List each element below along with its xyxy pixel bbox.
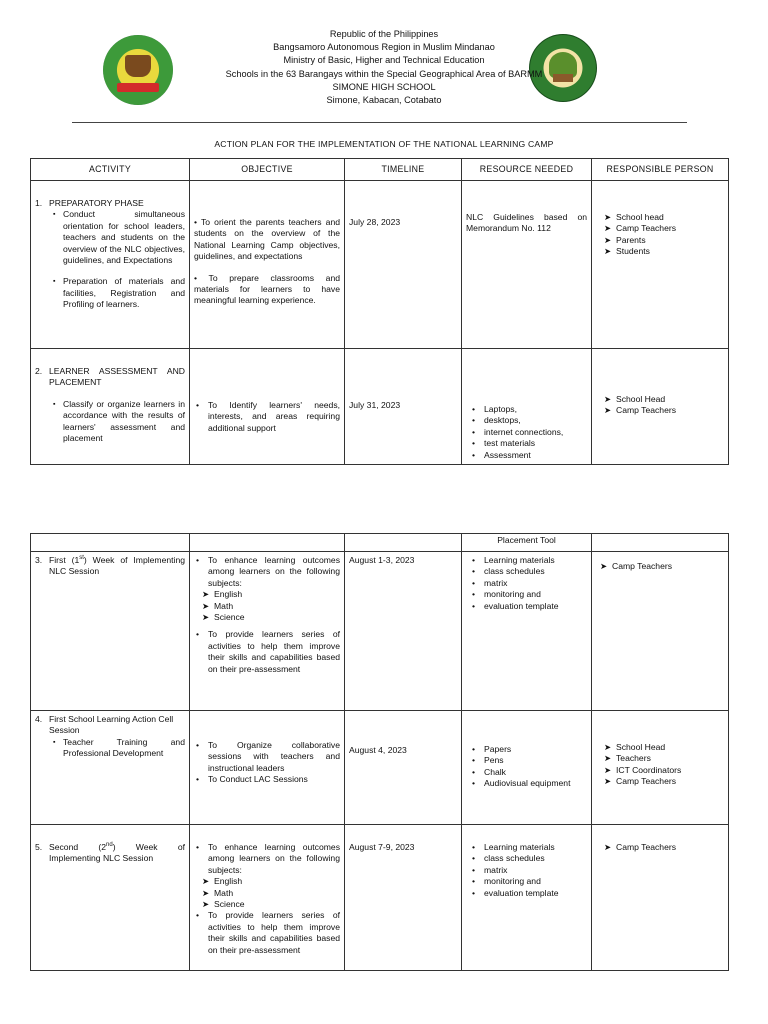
list-item: • To Organize collaborative sessions with teachers and instructional leaders (196, 740, 340, 773)
list-item: • Assessment (472, 449, 531, 460)
responsible-cell (592, 552, 729, 711)
activity-cell: 2. LEARNER ASSESSMENT AND PLACEMENT ▪ Classify or organize learners in accordance with the results of learners' assessment and placement (31, 349, 190, 465)
list-item: • To Conduct LAC Sessions (196, 774, 308, 785)
objective-text: • To prepare classrooms and materials for learners to have meaningful learning experience. (194, 272, 341, 306)
arrow-bullet-icon: ➤ (604, 742, 612, 752)
bullet-icon: • (472, 755, 476, 766)
square-bullet-icon: ▪ (53, 400, 56, 408)
list-item: • class schedules (472, 566, 545, 577)
list-item: ▪ Classify or organize learners in accordance with the results of learners' assessment and placement (53, 398, 185, 444)
column-header-responsible: RESPONSIBLE PERSON (592, 159, 729, 181)
objective-cell (190, 349, 345, 465)
row-number: 1. (35, 198, 43, 208)
table-row (31, 534, 729, 552)
arrow-bullet-icon: ➤ (202, 887, 210, 898)
list-item: • To Identify learners' needs, interests, and areas requiring additional support (196, 400, 340, 433)
bullet-icon: • (472, 426, 476, 437)
arrow-bullet-icon: ➤ (202, 899, 210, 910)
action-plan-table-continued (30, 533, 729, 971)
list-item: • evaluation template (472, 600, 559, 611)
bullet-icon: • (472, 449, 476, 460)
bullet-icon: • (472, 589, 476, 600)
resource-cell: Placement Tool (462, 534, 592, 552)
bullet-icon: • (196, 910, 200, 921)
list-item: ➤ Science (202, 899, 245, 910)
bullet-icon: • (196, 842, 200, 852)
timeline-cell: August 1-3, 2023 (345, 552, 462, 711)
list-item: ▪ Conduct simultaneous orientation for school leaders, teachers and students on the overview of the NLC objectives, guidelines, and Expectations (53, 209, 185, 266)
list-item: ➤ Teachers (604, 753, 651, 764)
resource-cell (462, 825, 592, 971)
bullet-icon: • (472, 577, 476, 588)
activity-cell: 5. Second (2nd) Week of Implementing NLC Session (31, 825, 190, 971)
bullet-icon: • (472, 415, 476, 426)
header-line: Simone, Kabacan, Cotabato (326, 95, 442, 106)
arrow-bullet-icon: ➤ (202, 600, 210, 611)
header-divider (72, 122, 687, 123)
square-bullet-icon: ▪ (53, 738, 56, 746)
objective-cell (190, 825, 345, 971)
arrow-bullet-icon: ➤ (604, 234, 612, 245)
activity-heading: First School Learning Action Cell Session (49, 714, 174, 736)
resource-cell (462, 552, 592, 711)
responsible-cell (592, 181, 729, 349)
list-item: • Pens (472, 755, 504, 766)
list-item: ➤ School Head (604, 742, 666, 752)
list-item: ➤ Parents (604, 234, 646, 245)
bullet-icon: • (196, 400, 200, 410)
list-item: • Audiovisual equipment (472, 778, 571, 789)
arrow-bullet-icon: ➤ (604, 405, 612, 416)
objective-text: • To orient the parents teachers and students on the overview of the National Learning Camp objectives, guidelines, and expectations (194, 217, 341, 262)
bullet-icon: • (472, 766, 476, 777)
list-item: • Papers (472, 744, 512, 754)
list-item: ➤ School Head (604, 394, 666, 404)
bullet-icon: • (472, 555, 476, 565)
list-item: • evaluation template (472, 887, 559, 898)
bullet-icon: • (472, 887, 476, 898)
bullet-icon: • (194, 272, 198, 283)
list-item: • desktops, (472, 415, 521, 426)
objective-cell (190, 711, 345, 825)
activity-heading: LEARNER ASSESSMENT AND PLACEMENT (49, 366, 185, 388)
list-item: • test materials (472, 438, 536, 449)
bullet-icon: • (472, 744, 476, 754)
list-item: ➤ ICT Coordinators (604, 764, 682, 775)
bullet-icon: • (472, 566, 476, 577)
table-row (31, 711, 729, 825)
bullet-icon: • (196, 555, 200, 565)
activity-cell: 4. First School Learning Action Cell Session ▪ Teacher Training and Professional Development (31, 711, 190, 825)
list-item: ➤ Camp Teachers (604, 842, 677, 852)
arrow-bullet-icon: ➤ (604, 776, 612, 787)
document-title: ACTION PLAN FOR THE IMPLEMENTATION OF THE NATIONAL LEARNING CAMP (214, 139, 554, 149)
arrow-bullet-icon: ➤ (604, 246, 612, 257)
bullet-icon: • (472, 404, 476, 414)
timeline-cell: July 31, 2023 (345, 349, 462, 465)
arrow-bullet-icon: ➤ (202, 589, 210, 600)
resource-cell (462, 711, 592, 825)
list-item: ➤ English (202, 876, 243, 887)
list-item: ➤ Math (202, 600, 234, 611)
activity-heading: Second (2nd) Week of Implementing NLC Session (49, 842, 185, 864)
list-item: ➤ Math (202, 887, 234, 898)
arrow-bullet-icon: ➤ (604, 212, 612, 222)
list-item: ▪ Teacher Training and Professional Development (53, 736, 185, 759)
responsible-cell (592, 349, 729, 465)
list-item: ➤ English (202, 589, 243, 600)
bullet-icon: • (472, 778, 476, 789)
bullet-icon: • (196, 740, 200, 750)
bullet-icon: • (472, 438, 476, 449)
header-line: Ministry of Basic, Higher and Technical Education (283, 55, 485, 66)
bullet-icon: • (196, 629, 200, 640)
arrow-bullet-icon: ➤ (202, 612, 210, 623)
header-line: Bangsamoro Autonomous Region in Muslim Mindanao (273, 42, 495, 53)
list-item: • Learning materials (472, 555, 555, 565)
activity-heading: First (1st) Week of Implementing NLC Session (49, 555, 185, 577)
table-row (31, 181, 729, 349)
column-header-resource: RESOURCE NEEDED (462, 159, 592, 181)
list-item: ▪ Preparation of materials and facilities, Registration and Profiling of learners. (53, 276, 185, 310)
timeline-cell: July 28, 2023 (345, 181, 462, 349)
list-item: • internet connections, (472, 426, 564, 437)
bullet-icon: • (472, 876, 476, 887)
action-plan-table (30, 158, 729, 465)
arrow-bullet-icon: ➤ (604, 394, 612, 404)
table-row (31, 825, 729, 971)
resource-cell (462, 349, 592, 465)
list-item: • To enhance learning outcomes among learners on the following subjects: (196, 555, 340, 588)
letterhead (0, 28, 768, 107)
square-bullet-icon: ▪ (53, 211, 56, 219)
arrow-bullet-icon: ➤ (604, 842, 612, 852)
arrow-bullet-icon: ➤ (604, 753, 612, 764)
column-header-activity: ACTIVITY (31, 159, 190, 181)
table-row (31, 552, 729, 711)
list-item: • monitoring and (472, 876, 541, 887)
bullet-icon: • (472, 853, 476, 864)
timeline-cell: August 4, 2023 (345, 711, 462, 825)
list-item: • Laptops, (472, 404, 517, 414)
list-item: • matrix (472, 577, 508, 588)
objective-cell (190, 181, 345, 349)
list-item: ➤ Science (202, 612, 245, 623)
list-item: ➤ School head (604, 212, 664, 222)
list-item: • To enhance learning outcomes among learners on the following subjects: (196, 842, 340, 875)
list-item: • class schedules (472, 853, 545, 864)
arrow-bullet-icon: ➤ (202, 876, 210, 887)
objective-cell (190, 552, 345, 711)
activity-cell (31, 181, 190, 349)
resource-cell: NLC Guidelines based on Memorandum No. 112 (462, 181, 592, 349)
bullet-icon: • (472, 600, 476, 611)
column-header-objective: OBJECTIVE (190, 159, 345, 181)
list-item: ➤ Camp Teachers (604, 776, 677, 787)
list-item: ➤ Camp Teachers (604, 405, 677, 416)
list-item: ➤ Camp Teachers (600, 561, 673, 571)
list-item: ➤ Students (604, 246, 650, 257)
list-item: • To provide learners series of activities to help them improve their skills and capabilities based on their pre-assessment (196, 910, 340, 955)
bullet-icon: • (196, 774, 200, 785)
bullet-icon: • (194, 217, 198, 227)
responsible-cell (592, 825, 729, 971)
list-item: • Learning materials (472, 842, 555, 852)
header-line: SIMONE HIGH SCHOOL (332, 81, 436, 92)
timeline-cell: August 7-9, 2023 (345, 825, 462, 971)
bullet-icon: • (472, 842, 476, 852)
responsible-cell (592, 711, 729, 825)
list-item: • monitoring and (472, 589, 541, 600)
column-header-timeline: TIMELINE (345, 159, 462, 181)
header-line: Schools in the 63 Barangays within the Special Geographical Area of BARMM (225, 68, 543, 79)
square-bullet-icon: ▪ (53, 278, 56, 286)
list-item: • To provide learners series of activities to help them improve their skills and capabilities based on their pre-assessment (196, 629, 340, 674)
arrow-bullet-icon: ➤ (604, 223, 612, 234)
arrow-bullet-icon: ➤ (604, 764, 612, 775)
table-row (31, 349, 729, 465)
list-item: ➤ Camp Teachers (604, 223, 677, 234)
list-item: • Chalk (472, 766, 506, 777)
bullet-icon: • (472, 864, 476, 875)
list-item: • matrix (472, 864, 508, 875)
arrow-bullet-icon: ➤ (600, 561, 608, 571)
activity-heading: PREPARATORY PHASE (49, 198, 144, 208)
header-line: Republic of the Philippines (329, 29, 439, 39)
activity-cell: 3. First (1st) Week of Implementing NLC Session (31, 552, 190, 711)
